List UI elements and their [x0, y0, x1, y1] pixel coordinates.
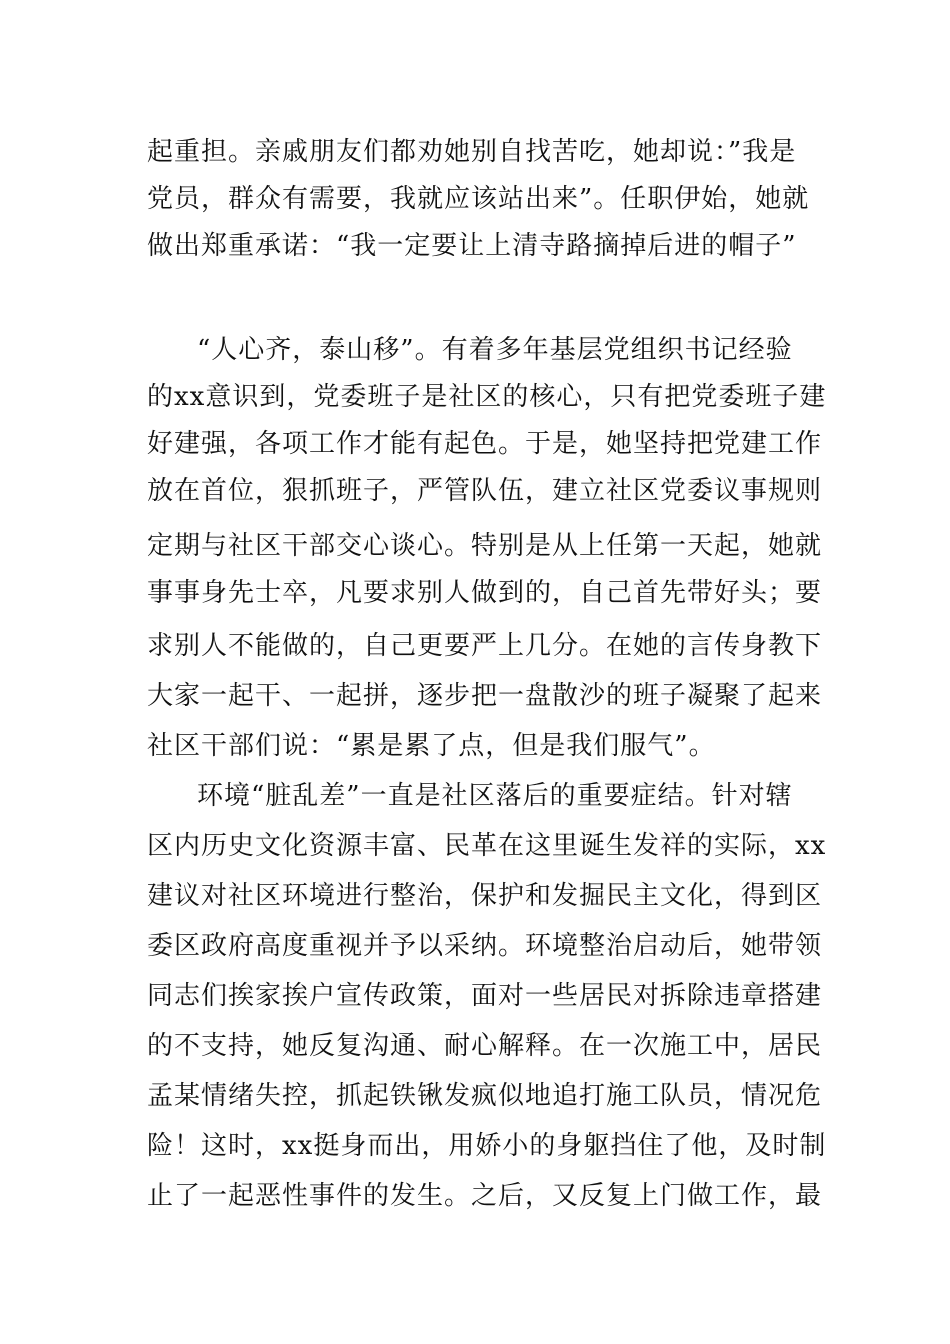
text-line: 社区干部们说：“累是累了点，但是我们服气”。 [147, 731, 716, 761]
text-line: 建议对社区环境进行整治，保护和发掘民主文化，得到区 [147, 881, 823, 911]
text-line: 的xx意识到，党委班子是社区的核心，只有把党委班子建 [147, 382, 827, 412]
text-line: 求别人不能做的，自己更要严上几分。在她的言传身教下 [147, 631, 823, 661]
paragraph-first-line: “人心齐，泰山移”。有着多年基层党组织书记经验 [197, 335, 793, 365]
text-line: 止了一起恶性事件的发生。之后，又反复上门做工作，最 [147, 1181, 823, 1211]
text-line: 的不支持，她反复沟通、耐心解释。在一次施工中，居民 [147, 1031, 823, 1061]
text-line: 险！这时，xx挺身而出，用娇小的身躯挡住了他，及时制 [147, 1131, 827, 1161]
text-line: 大家一起干、一起拼，逐步把一盘散沙的班子凝聚了起来 [147, 681, 823, 711]
text-line: 孟某情绪失控，抓起铁锹发疯似地追打施工队员，情况危 [147, 1081, 823, 1111]
text-line: 区内历史文化资源丰富、民革在这里诞生发祥的实际，xx [147, 831, 827, 861]
text-line: 好建强，各项工作才能有起色。于是，她坚持把党建工作 [147, 429, 823, 459]
text-line: 放在首位，狠抓班子，严管队伍，建立社区党委议事规则 [147, 476, 823, 506]
text-line: 同志们挨家挨户宣传政策，面对一些居民对拆除违章搭建 [147, 981, 823, 1011]
text-line: 做出郑重承诺：“我一定要让上清寺路摘掉后进的帽子” [147, 231, 797, 261]
paragraph-first-line: 环境“脏乱差”一直是社区落后的重要症结。针对辖 [197, 781, 793, 811]
text-line: 党员，群众有需要，我就应该站出来”。任职伊始，她就 [147, 184, 810, 214]
text-line: 起重担。亲戚朋友们都劝她别自找苦吃，她却说：”我是 [147, 137, 797, 167]
text-line: 定期与社区干部交心谈心。特别是从上任第一天起，她就 [147, 531, 823, 561]
text-line: 事事身先士卒，凡要求别人做到的，自己首先带好头；要 [147, 578, 823, 608]
text-line: 委区政府高度重视并予以采纳。环境整治启动后，她带领 [147, 931, 823, 961]
